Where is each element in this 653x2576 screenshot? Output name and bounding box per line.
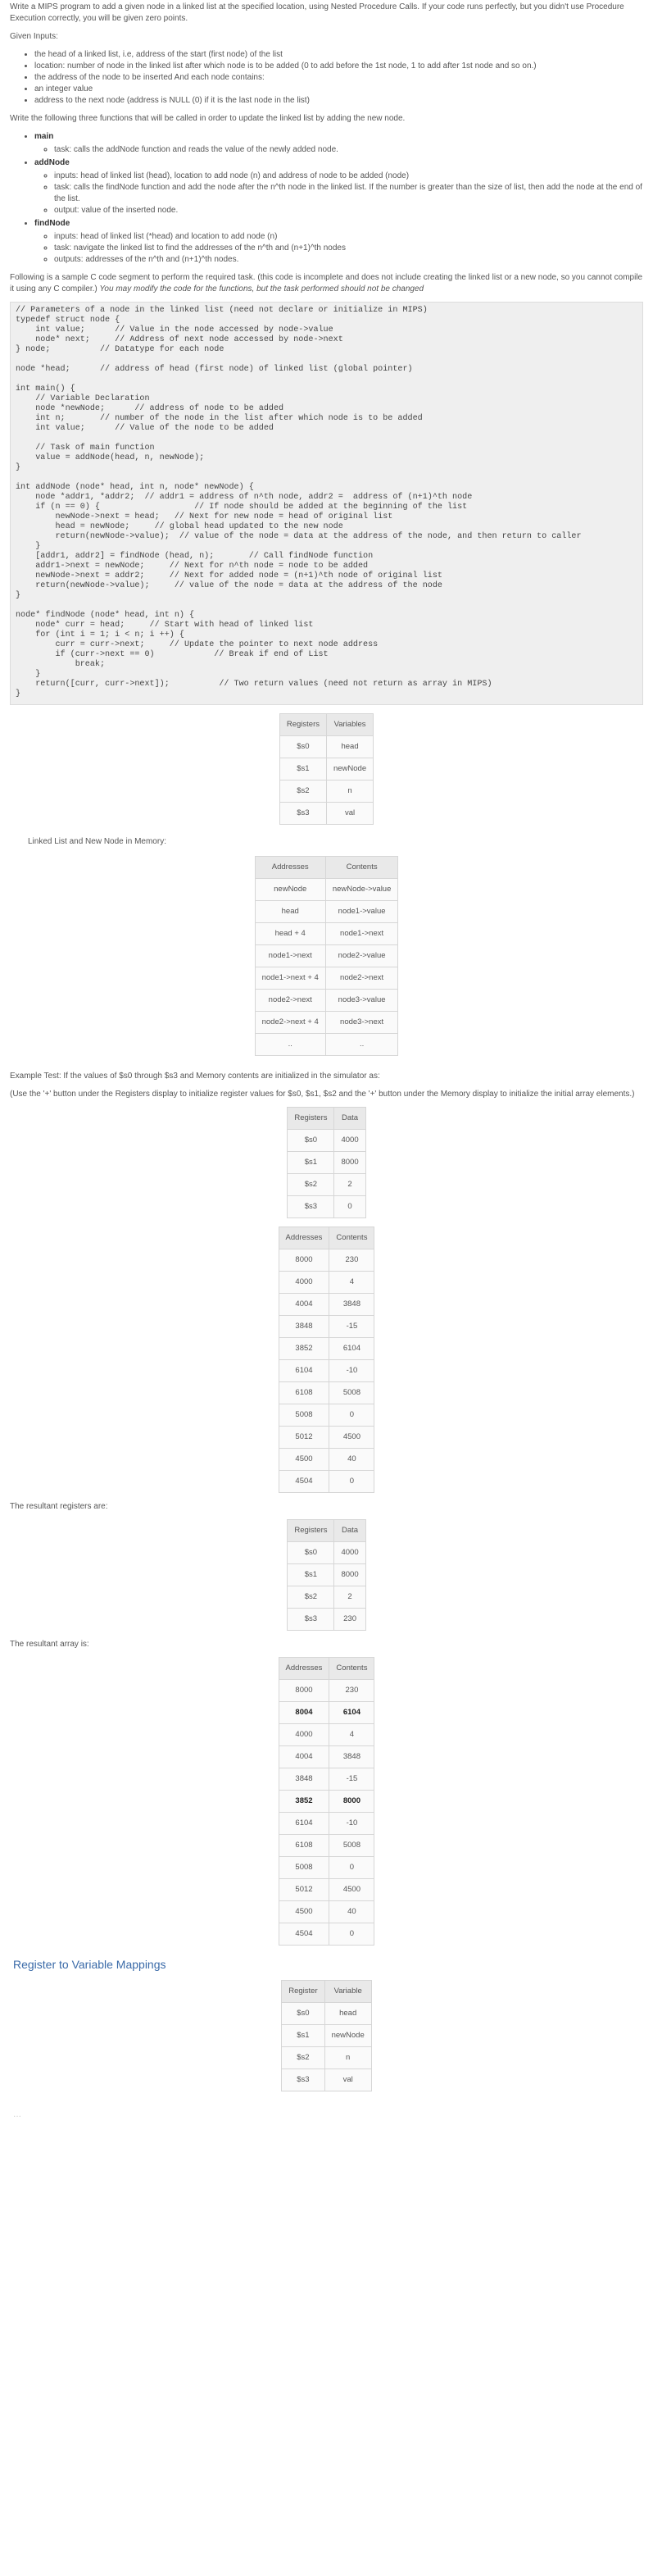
- table-row: [279, 1857, 374, 1879]
- table-row: [288, 1609, 365, 1631]
- table-cell: $s1: [288, 1152, 334, 1174]
- table-row: [279, 1923, 374, 1946]
- table-cell: $s0: [288, 1130, 334, 1152]
- table-header-row: [255, 857, 398, 879]
- table-cell: node2->value: [325, 945, 398, 967]
- table-cell: -15: [329, 1768, 374, 1791]
- table-row: [279, 1791, 374, 1813]
- table-cell: ..: [255, 1034, 325, 1056]
- table-cell: $s3: [279, 803, 326, 825]
- memory-layout-table: [255, 856, 399, 1056]
- table-cell: head: [255, 901, 325, 923]
- column-header: Contents: [325, 857, 398, 879]
- table-cell: 3848: [279, 1316, 329, 1338]
- table-cell: 5008: [279, 1404, 329, 1427]
- table-cell: newNode: [255, 879, 325, 901]
- given-inputs-list: [10, 49, 643, 107]
- column-header: Registers: [288, 1520, 334, 1542]
- table-row: [279, 758, 373, 781]
- table-cell: node2->next: [255, 990, 325, 1012]
- table-row: [279, 1294, 374, 1316]
- list-item: • an integer value: [34, 84, 643, 95]
- table-cell: $s1: [282, 2025, 324, 2047]
- table-cell: 8000: [279, 1680, 329, 1702]
- table-cell: $s3: [282, 2069, 324, 2091]
- table-row: [288, 1130, 365, 1152]
- table-cell: newNode: [326, 758, 373, 781]
- table-row: [279, 736, 373, 758]
- table-cell: $s2: [288, 1586, 334, 1609]
- table-cell: head: [326, 736, 373, 758]
- table-cell: 4000: [279, 1272, 329, 1294]
- table-cell: 0: [329, 1857, 374, 1879]
- table-cell: 4000: [279, 1724, 329, 1746]
- table-cell: 8004: [279, 1702, 329, 1724]
- column-header: Contents: [329, 1658, 374, 1680]
- table-cell: 5008: [279, 1857, 329, 1879]
- table-header-row: [279, 1658, 374, 1680]
- table-cell: -10: [329, 1813, 374, 1835]
- faded-footer-text: ...: [13, 2108, 22, 2119]
- table-cell: 4004: [279, 1294, 329, 1316]
- table-row: [279, 1249, 374, 1272]
- column-header: Data: [334, 1108, 365, 1130]
- table-row: [288, 1586, 365, 1609]
- table-cell: 4504: [279, 1471, 329, 1493]
- table-cell: 4: [329, 1272, 374, 1294]
- table-cell: 40: [329, 1449, 374, 1471]
- table-header-row: [282, 1981, 372, 2003]
- init-registers-table: [287, 1107, 365, 1218]
- intro-text: Write a MIPS program to add a given node in a linked list at the specified location, using Nested Procedure Calls. If your code runs perfectly, but you didn't use Procedure Execution correctly, you will be given zero points.: [10, 2, 624, 23]
- table-row: [279, 1724, 374, 1746]
- list-item: ◦ output: value of the inserted node.: [54, 205, 643, 216]
- table-header-row: [288, 1520, 365, 1542]
- list-item: • the head of a linked list, i.e, address of the start (first node) of the list: [34, 49, 643, 61]
- table-cell: 8000: [279, 1249, 329, 1272]
- table-row: [279, 781, 373, 803]
- table-cell: 4: [329, 1724, 374, 1746]
- table-cell: node1->value: [325, 901, 398, 923]
- table-row: [288, 1152, 365, 1174]
- list-item: ◦ task: navigate the linked list to find the addresses of the n^th and (n+1)^th nodes: [54, 243, 643, 254]
- table-cell: 4500: [279, 1449, 329, 1471]
- table-row: [255, 923, 398, 945]
- given-inputs-label: Given Inputs:: [10, 32, 58, 41]
- table-row: [279, 1360, 374, 1382]
- table-cell: 4504: [279, 1923, 329, 1946]
- column-header: Register: [282, 1981, 324, 2003]
- functions-intro: Write the following three functions that will be called in order to update the linked list by adding the new node.: [10, 114, 406, 123]
- table-cell: 6104: [329, 1702, 374, 1724]
- result-mem-caption: The resultant array is:: [10, 1640, 89, 1649]
- table-cell: 3848: [279, 1768, 329, 1791]
- table-cell: 2: [334, 1586, 365, 1609]
- table-cell: newNode: [324, 2025, 371, 2047]
- c-code-block: // Parameters of a node in the linked list (need not declare or initialize in MIPS) typedef struct node { int value; // Value in the node accessed by node->value node* next; // Address of next node accessed by node->next } node; // Datatype for each node node *head; // address of head (first node) of linked list (global pointer) int main() { // Variable Declaration node *newNode; // address of node to be added int n; // number of the node in the list after which node is to be added int value; // Value of the node to be added // Task of main function value = addNode(head, n, newNode); } int addNode (node* head, int n, node* newNode) { node *addr1, *addr2; // addr1 = address of n^th node, addr2 = address of (n+1)^th node if (n == 0) { // If node should be added at the beginning of the list newNode->next = head; // Next for new node = head of original list head = newNode; // global head updated to the new node return(newNode->value); // value of the node = data at the address of the node, and then return to caller } [addr1, addr2] = findNode (head, n); // Call findNode function addr1->next = newNode; // Next for n^th node = node to be added newNode->next = addr2; // Next for added node = (n+1)^th node of original list return(newNode->value); // value of the node = data at the address of the node } node* findNode (node* head, int n) { node* curr = head; // Start with head of linked list for (int i = 1; i < n; i ++) { curr = curr->next; // Update the pointer to next node address if (curr->next == 0) // Break if end of List break; } return([curr, curr->next]); // Two return values (need not return as array in MIPS) }: [10, 302, 643, 705]
- mapping-table: [281, 1980, 372, 2091]
- table-cell: head: [324, 2003, 371, 2025]
- table-cell: $s3: [288, 1609, 334, 1631]
- table-cell: 230: [334, 1609, 365, 1631]
- result-registers-table: [287, 1519, 365, 1631]
- list-item: • the address of the node to be inserted And each node contains:: [34, 72, 643, 84]
- table-row: [255, 945, 398, 967]
- table-cell: $s2: [279, 781, 326, 803]
- table-row: [288, 1174, 365, 1196]
- init-memory-table: [279, 1227, 375, 1493]
- table-cell: 3852: [279, 1791, 329, 1813]
- table-row: [279, 1813, 374, 1835]
- table-row: [279, 1746, 374, 1768]
- table-cell: node3->value: [325, 990, 398, 1012]
- table-cell: 4004: [279, 1746, 329, 1768]
- table-cell: -15: [329, 1316, 374, 1338]
- table-cell: 230: [329, 1249, 374, 1272]
- table-cell: $s0: [279, 736, 326, 758]
- table-row: [255, 1012, 398, 1034]
- list-item: ◦ inputs: head of linked list (head), location to add node (n) and address of node to be added (node): [54, 171, 643, 182]
- table-cell: 6108: [279, 1382, 329, 1404]
- list-item: ◦ task: calls the findNode function and add the node after the n^th node in the linked list. If the number is greater than the size of list, then add the node at the end of the list.: [54, 182, 643, 205]
- table-cell: 8000: [334, 1152, 365, 1174]
- table-row: [279, 1338, 374, 1360]
- list-item: ◦ outputs: addresses of the n^th and (n+1)^th nodes.: [54, 254, 643, 266]
- table-cell: $s0: [282, 2003, 324, 2025]
- table-cell: 4000: [334, 1130, 365, 1152]
- table-cell: 2: [334, 1174, 365, 1196]
- result-regs-caption: The resultant registers are:: [10, 1502, 108, 1511]
- table-row: [255, 879, 398, 901]
- list-item: • location: number of node in the linked list after which node is to be added (0 to add before the 1st node, 1 to add after 1st node and so on.): [34, 61, 643, 72]
- table-cell: -10: [329, 1360, 374, 1382]
- function-main: [34, 131, 643, 156]
- table-header-row: [288, 1108, 365, 1130]
- function-name: findNode: [34, 219, 70, 228]
- table-header-row: [279, 1227, 374, 1249]
- table-cell: ..: [325, 1034, 398, 1056]
- table-row: [279, 1427, 374, 1449]
- table-cell: $s3: [288, 1196, 334, 1218]
- table-row: [255, 990, 398, 1012]
- table-cell: 230: [329, 1680, 374, 1702]
- table-cell: node2->next: [325, 967, 398, 990]
- column-header: Addresses: [255, 857, 325, 879]
- table-cell: 4500: [279, 1901, 329, 1923]
- function-addnode: [34, 157, 643, 216]
- table-row: [255, 1034, 398, 1056]
- table-row: [279, 1680, 374, 1702]
- column-header: Data: [334, 1520, 365, 1542]
- table-cell: 0: [329, 1923, 374, 1946]
- table-cell: 5012: [279, 1427, 329, 1449]
- table-cell: node1->next + 4: [255, 967, 325, 990]
- sample-text: Following is a sample C code segment to perform the required task. (this code is incomplete and does not include creating the linked list or a new node, so you cannot compile it using any C compiler.) You may modify the code for the functions, but the task performed should not be changed: [10, 273, 643, 294]
- function-name: main: [34, 132, 54, 141]
- table-cell: $s0: [288, 1542, 334, 1564]
- list-item: ◦ task: calls the addNode function and reads the value of the newly added node.: [54, 144, 643, 156]
- table-cell: $s2: [288, 1174, 334, 1196]
- table-cell: 6108: [279, 1835, 329, 1857]
- table-row: [255, 901, 398, 923]
- table-cell: node2->next + 4: [255, 1012, 325, 1034]
- list-item: • address to the next node (address is NULL (0) if it is the last node in the list): [34, 95, 643, 107]
- table-cell: 5008: [329, 1382, 374, 1404]
- table-cell: 6104: [329, 1338, 374, 1360]
- column-header: Registers: [288, 1108, 334, 1130]
- column-header: Contents: [329, 1227, 374, 1249]
- table-row: [282, 2047, 372, 2069]
- table-cell: 4000: [334, 1542, 365, 1564]
- column-header: Variables: [326, 714, 373, 736]
- table-cell: $s2: [282, 2047, 324, 2069]
- table-row: [279, 1404, 374, 1427]
- table-cell: head + 4: [255, 923, 325, 945]
- table-row: [279, 1702, 374, 1724]
- list-item: ◦ inputs: head of linked list (*head) and location to add node (n): [54, 231, 643, 243]
- column-header: Registers: [279, 714, 326, 736]
- table-row: [279, 1768, 374, 1791]
- reg-var-table: [279, 713, 374, 825]
- result-memory-table: [279, 1657, 375, 1946]
- table-row: [282, 2025, 372, 2047]
- table-cell: 8000: [329, 1791, 374, 1813]
- table-cell: node3->next: [325, 1012, 398, 1034]
- table-cell: n: [324, 2047, 371, 2069]
- table-cell: 0: [329, 1404, 374, 1427]
- table-cell: $s1: [279, 758, 326, 781]
- table-cell: 4500: [329, 1879, 374, 1901]
- function-name: addNode: [34, 158, 70, 167]
- example-line2: (Use the '+' button under the Registers display to initialize register values for $s0, $s1, $s2 and the '+' button under the Memory display to initialize the initial array elements.): [10, 1090, 635, 1099]
- table-cell: 3848: [329, 1294, 374, 1316]
- table-row: [279, 1879, 374, 1901]
- memory-caption: Linked List and New Node in Memory:: [28, 837, 166, 846]
- table-cell: 8000: [334, 1564, 365, 1586]
- mapping-title: Register to Variable Mappings: [13, 1958, 166, 1971]
- table-cell: 6104: [279, 1813, 329, 1835]
- table-cell: 5012: [279, 1879, 329, 1901]
- table-row: [288, 1196, 365, 1218]
- table-header-row: [279, 714, 373, 736]
- table-cell: $s1: [288, 1564, 334, 1586]
- table-cell: 6104: [279, 1360, 329, 1382]
- table-row: [279, 1901, 374, 1923]
- table-cell: val: [326, 803, 373, 825]
- table-row: [279, 1449, 374, 1471]
- table-row: [279, 1272, 374, 1294]
- table-cell: 0: [334, 1196, 365, 1218]
- table-cell: 4500: [329, 1427, 374, 1449]
- table-row: [279, 1316, 374, 1338]
- table-cell: val: [324, 2069, 371, 2091]
- table-cell: node1->next: [255, 945, 325, 967]
- column-header: Addresses: [279, 1227, 329, 1249]
- table-cell: 0: [329, 1471, 374, 1493]
- table-cell: 40: [329, 1901, 374, 1923]
- table-row: [255, 967, 398, 990]
- table-cell: newNode->value: [325, 879, 398, 901]
- table-row: [288, 1542, 365, 1564]
- table-cell: node1->next: [325, 923, 398, 945]
- table-cell: 3852: [279, 1338, 329, 1360]
- table-row: [282, 2003, 372, 2025]
- table-cell: 3848: [329, 1746, 374, 1768]
- table-row: [279, 1471, 374, 1493]
- table-row: [279, 1382, 374, 1404]
- table-row: [279, 803, 373, 825]
- column-header: Variable: [324, 1981, 371, 2003]
- table-row: [282, 2069, 372, 2091]
- function-findnode: [34, 218, 643, 266]
- functions-list: [10, 131, 643, 266]
- table-row: [288, 1564, 365, 1586]
- example-line1: Example Test: If the values of $s0 through $s3 and Memory contents are initialized in the simulator as:: [10, 1072, 380, 1081]
- column-header: Addresses: [279, 1658, 329, 1680]
- table-cell: n: [326, 781, 373, 803]
- table-cell: 5008: [329, 1835, 374, 1857]
- table-row: [279, 1835, 374, 1857]
